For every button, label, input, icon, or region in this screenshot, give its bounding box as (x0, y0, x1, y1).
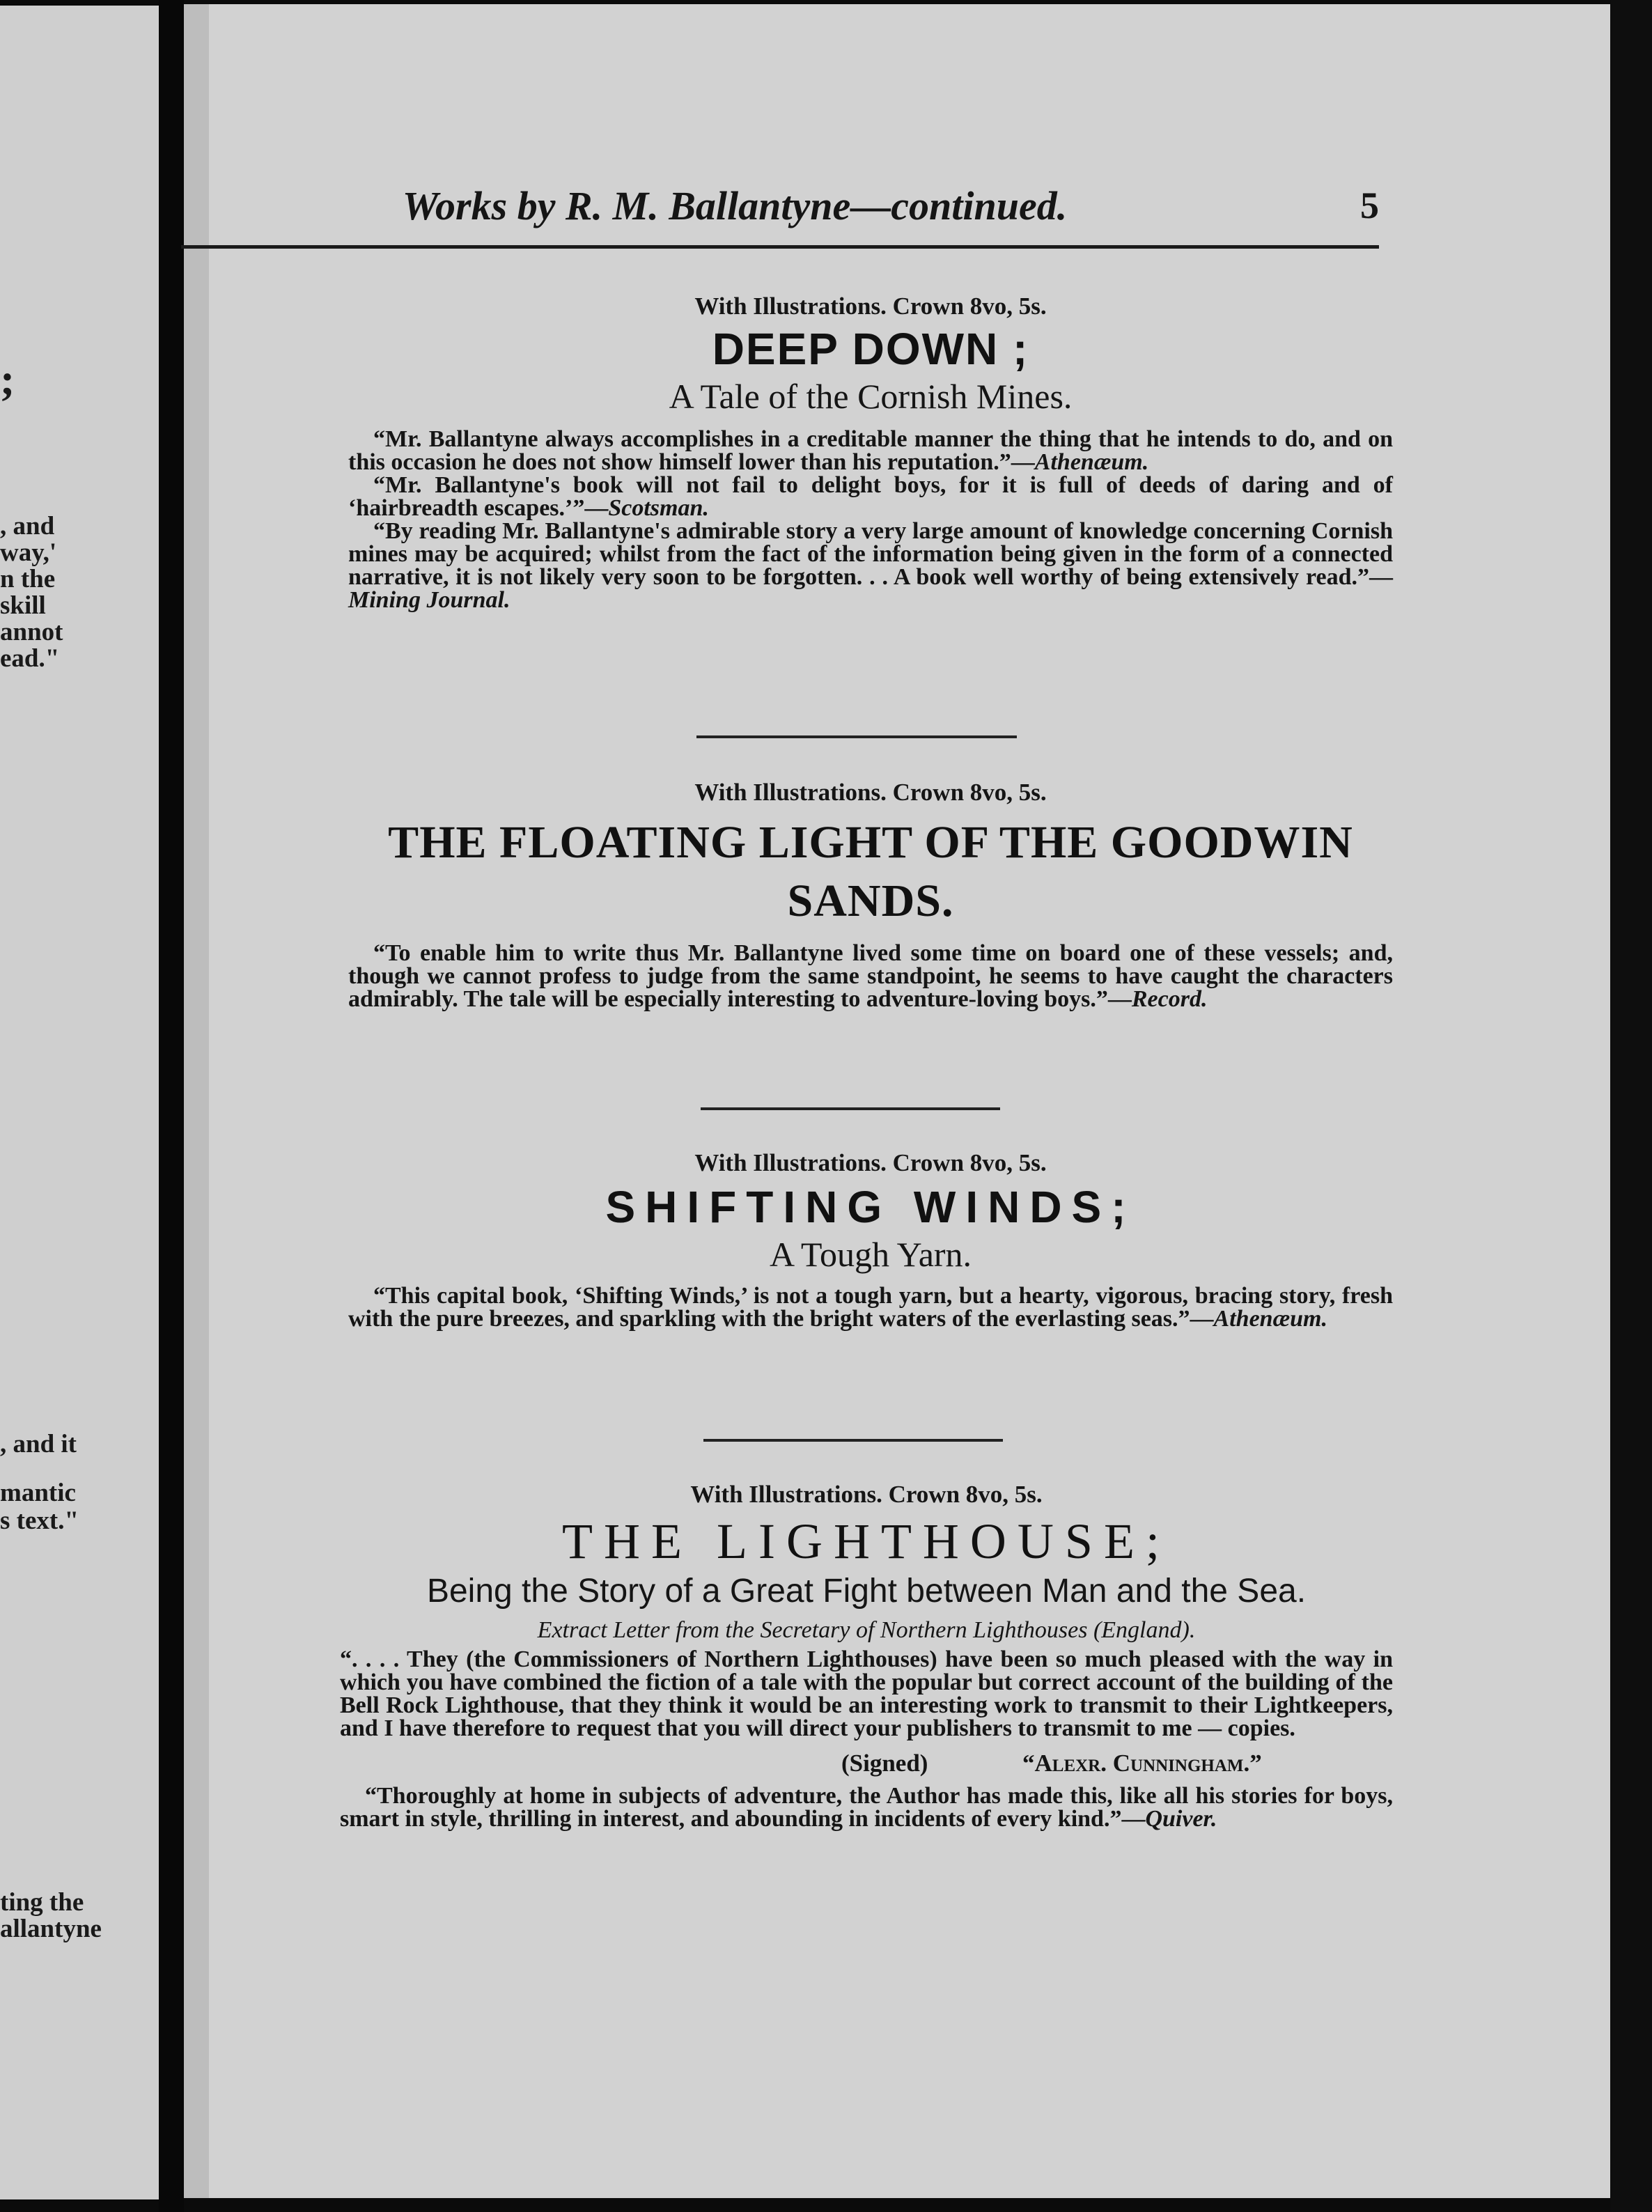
review-source: Mining Journal. (348, 587, 511, 613)
left-page-line: ; (0, 355, 15, 404)
book-title: DEEP DOWN ; (712, 324, 1029, 374)
page-header (181, 182, 1379, 249)
page-edge (1610, 0, 1652, 2212)
extract-heading: Extract Letter from the Secretary of Northern Lighthouses (England). (537, 1617, 1196, 1643)
book-entry-shifting-winds (348, 1149, 1393, 1330)
book-entry-lighthouse (340, 1481, 1393, 1830)
section-divider (696, 735, 1017, 738)
edition-info: With Illustrations. Crown 8vo, 5s. (694, 779, 1047, 806)
gutter-shadow (184, 4, 209, 2198)
book-spine (159, 0, 184, 2212)
edition-info: With Illustrations. Crown 8vo, 5s. (694, 293, 1047, 320)
left-page-line: , and it (0, 1430, 77, 1458)
letter-extract: “. . . . They (the Commissioners of Northern Lighthouses) have been so much pleased with the way in which you have combined the fiction of a tale with the popular but correct account of the building of the Bell Rock Lighthouse, that they think it would be an interesting work to transmit to their Lightkeepers, and I have therefore to request that you will direct your publishers to transmit to me — copies. (340, 1646, 1393, 1741)
review-source: Scotsman. (608, 495, 709, 521)
book-entry-deep-down (348, 293, 1393, 612)
signatory-name: “Alexr. Cunningham.” (1022, 1750, 1262, 1777)
left-page-line: n the (0, 565, 56, 593)
left-page-line: allantyne (0, 1915, 102, 1943)
review-quote: “Mr. Ballantyne's book will not fail to delight boys, for it is full of deeds of daring and of ‘hairbreadth escapes.’”—Scotsman. (348, 472, 1393, 521)
signed-label: (Signed) (841, 1750, 928, 1777)
review-quote: “To enable him to write thus Mr. Ballantyne lived some time on board one of these vessels; and, though we cannot profess to judge from the same standpoint, he seems to have caught the characters admirably. The tale will be especially interesting to adventure-loving boys.”—Record. (348, 940, 1393, 1012)
left-page-line: annot (0, 618, 63, 646)
review-source: Athenæum. (1213, 1306, 1327, 1332)
book-title: THE LIGHTHOUSE; (562, 1513, 1171, 1569)
book-entry-floating-light (348, 779, 1393, 1011)
review-source: Quiver. (1145, 1806, 1217, 1832)
section-divider (703, 1439, 1003, 1442)
section-divider (701, 1107, 1000, 1110)
left-page-line: way,' (0, 538, 57, 567)
review-quote: “This capital book, ‘Shifting Winds,’ is not a tough yarn, but a hearty, vigorous, bracing story, fresh with the pure breezes, and sparkling with the bright waters of the everlasting seas.”—Athenæum. (348, 1283, 1393, 1332)
left-page-line: ting the (0, 1888, 84, 1917)
book-subtitle: Being the Story of a Great Fight between Man and the Sea. (426, 1573, 1307, 1610)
edition-info: With Illustrations. Crown 8vo, 5s. (690, 1481, 1043, 1508)
left-page-line: s text." (0, 1506, 79, 1535)
book-title: THE FLOATING LIGHT OF THE GOODWIN (388, 817, 1353, 868)
running-title: Works by R. M. Ballantyne—continued. (402, 183, 1068, 228)
left-page-line: , and (0, 512, 55, 540)
review-quote: “By reading Mr. Ballantyne's admirable story a very large amount of knowledge concerning Cornish mines may be acquired; whilst from the fact of the information being given in the form of a connected narrative, it is not likely very soon to be forgotten. . . A book well worthy of being extensively read.”—Mining Journal. (348, 518, 1393, 613)
review-quote: “Mr. Ballantyne always accomplishes in a creditable manner the thing that he intends to do, and on this occasion he does not show himself lower than his reputation.”—Athenæum. (348, 426, 1393, 475)
book-subtitle: A Tough Yarn. (769, 1235, 972, 1274)
left-page-line: skill (0, 591, 46, 620)
book-title-continued: SANDS. (787, 875, 954, 926)
book-title: SHIFTING WINDS; (605, 1182, 1136, 1232)
review-source: Record. (1131, 986, 1208, 1012)
left-page-line: mantic (0, 1479, 76, 1507)
review-source: Athenæum. (1034, 449, 1149, 475)
edition-info: With Illustrations. Crown 8vo, 5s. (694, 1149, 1047, 1176)
page-number: 5 (1360, 185, 1379, 226)
book-subtitle: A Tale of the Cornish Mines. (669, 377, 1073, 416)
left-facing-page (0, 6, 159, 2199)
signature-line (340, 1750, 1393, 1780)
review-quote: “Thoroughly at home in subjects of adventure, the Author has made this, like all his stories for boys, smart in style, thrilling in interest, and abounding in incidents of every kind.”—Quiver. (340, 1783, 1393, 1832)
left-page-line: ead." (0, 644, 60, 673)
